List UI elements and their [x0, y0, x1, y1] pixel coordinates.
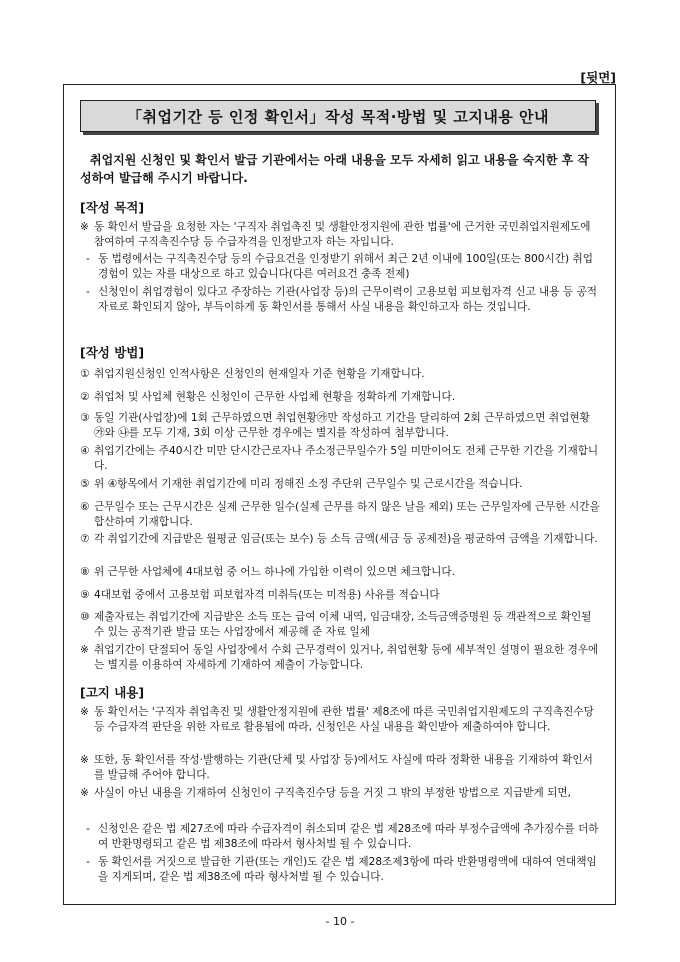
method-item: [80, 477, 602, 492]
method-item: [80, 390, 602, 405]
item-marker: ⑤: [80, 478, 90, 490]
item-text: 동 확인서 발급을 요청한 자는 '구직자 취업촉진 및 생활안정지원에 관한 법률'에 근거한 국민취업지원제도에 참여하여 구직촉진수당 등 수급자격을 인정받고자 하는 자입니다.: [94, 221, 591, 248]
purpose-item: [86, 285, 602, 314]
item-text: 신청인은 같은 법 제27조에 따라 수급자격이 취소되며 같은 법 제28조에 따라 부정수급액에 추가징수를 더하여 반환명령되고 같은 법 제38조에 따라서 형사처벌 될 수 있습니다.: [98, 823, 599, 850]
method-item: [80, 367, 602, 382]
guide-frame: [63, 84, 616, 905]
item-marker: ④: [80, 445, 90, 457]
item-text: 위 근무한 사업체에 4대보험 중 어느 하나에 가입한 이력이 있으면 체크합니다.: [94, 566, 456, 578]
item-marker: ⑧: [80, 566, 90, 578]
item-marker: ※: [80, 787, 89, 799]
intro-text: 취업지원 신청인 및 확인서 발급 기관에서는 아래 내용을 모두 자세히 읽고 내용을 숙지한 후 작성하여 발급해 주시기 바랍니다.: [80, 153, 589, 185]
item-marker: ③: [80, 412, 90, 424]
notice-item: [86, 822, 602, 851]
page-number: - 10 -: [325, 915, 355, 928]
item-marker: ⑦: [80, 533, 90, 545]
item-text: 근무일수 또는 근무시간은 실제 근무한 일수(실제 근무를 하지 않은 날을 제외) 또는 근무일자에 근무한 시간을 합산하여 기재합니다.: [94, 501, 600, 528]
purpose-item: [80, 220, 602, 249]
notice-heading: [고지 내용]: [80, 685, 145, 700]
item-marker: -: [86, 253, 90, 265]
item-marker: ⑨: [80, 589, 90, 601]
item-marker: -: [86, 856, 90, 868]
document-title: 「취업기간 등 인정 확인서」작성 목적·방법 및 고지내용 안내: [80, 100, 596, 132]
item-marker: ①: [80, 368, 90, 380]
item-marker: ②: [80, 391, 90, 403]
item-marker: ⑥: [80, 501, 90, 513]
item-text: 취업기간이 단절되어 동일 사업장에서 수회 근무경력이 있거나, 취업현황 등에 세부적인 설명이 필요한 경우에는 별지를 이용하여 자세하게 기재하여 제출이 가능합니다.: [94, 644, 599, 671]
notice-item: [80, 786, 602, 801]
item-text: 각 취업기간에 지급받은 월평균 임금(또는 보수) 등 소득 금액(세금 등 공제전)을 평균하여 금액을 기재합니다.: [94, 533, 598, 545]
item-text: 취업지원신청인 인적사항은 신청인의 현재일자 기준 현황을 기재합니다.: [94, 368, 425, 380]
item-text: 위 ④항목에서 기재한 취업기간에 미리 정해진 소정 주단위 근무일수 및 근로시간을 적습니다.: [94, 478, 523, 490]
item-marker: -: [86, 286, 90, 298]
method-item: [80, 643, 602, 672]
item-text: 제출자료는 취업기간에 지급받은 소득 또는 급여 이체 내역, 임금대장, 소득금액증명원 등 객관적으로 확인될 수 있는 공적기관 발급 또는 사업장에서 제공해 준 자료 일체: [94, 611, 592, 638]
item-marker: -: [86, 823, 90, 835]
back-side-label: [뒷면]: [580, 70, 616, 85]
item-text: 신청인이 취업경험이 있다고 주장하는 기관(사업장 등)의 근무이력이 고용보험 피보험자격 신고 내용 등 공적자료로 확인되지 않아, 부득이하게 동 확인서를 통해서 사실 내용을 확인하고자 하는 것입니다.: [98, 286, 597, 313]
notice-item: [80, 705, 602, 734]
item-text: 동 확인서는 '구직자 취업촉진 및 생활안정지원에 관한 법률' 제8조에 따른 국민취업지원제도의 구직촉진수당 등 수급자격 판단을 위한 자료로 활용됨에 따라, 신청인은 사실 내용을 확인받아 제출하여야 합니다.: [94, 706, 594, 733]
item-marker: ※: [80, 644, 89, 656]
purpose-heading: [작성 목적]: [80, 200, 145, 215]
method-item: [80, 610, 602, 639]
item-text: 동 법령에서는 구직촉진수당 등의 수급요건을 인정받기 위해서 최근 2년 이내에 100일(또는 800시간) 취업경험이 있는 자를 대상으로 하고 있습니다(다른 여러요건 충족 전제): [98, 253, 593, 280]
method-heading: [작성 방법]: [80, 345, 145, 360]
method-item: [80, 532, 602, 547]
item-marker: ※: [80, 706, 89, 718]
purpose-item: [86, 252, 602, 281]
method-item: [80, 500, 602, 529]
item-marker: ※: [80, 221, 89, 233]
item-text: 동 확인서를 거짓으로 발급한 기관(또는 개인)도 같은 법 제28조제3항에 따라 반환명령액에 대하여 연대책임을 지게되며, 같은 법 제38조에 따라 형사처벌 될 수 있습니다.: [98, 856, 597, 883]
item-text: 사실이 아닌 내용을 기재하여 신청인이 구직촉진수당 등을 거짓 그 밖의 부정한 방법으로 지급받게 되면,: [94, 787, 571, 799]
method-item: [80, 588, 602, 603]
item-text: 동일 기관(사업장)에 1회 근무하였으면 취업현황㉮만 작성하고 기간을 달리하여 2회 근무하였으면 취업현황 ㉮와 ㉯를 모두 기재, 3회 이상 근무한 경우에는 별지를 작성하여 첨부합니다.: [94, 412, 590, 439]
notice-item: [80, 753, 602, 782]
method-item: [80, 565, 602, 580]
item-marker: ⑩: [80, 611, 90, 623]
method-item: [80, 444, 602, 473]
method-item: [80, 411, 602, 440]
notice-item: [86, 855, 602, 884]
item-text: 취업처 및 사업체 현황은 신청인이 근무한 사업체 현황을 정확하게 기재합니다.: [94, 391, 456, 403]
item-text: 취업기간에는 주40시간 미만 단시간근로자나 주소정근무일수가 5일 미만이어도 전체 근무한 기간을 기재합니다.: [94, 445, 599, 472]
item-text: 또한, 동 확인서를 작성·발행하는 기관(단체 및 사업장 등)에서도 사실에 따라 정확한 내용을 기재하여 확인서를 발급해 주어야 합니다.: [94, 754, 593, 781]
item-marker: ※: [80, 754, 89, 766]
item-text: 4대보험 중에서 고용보험 피보험자격 미취득(또는 미적용) 사유를 적습니다: [94, 589, 440, 601]
